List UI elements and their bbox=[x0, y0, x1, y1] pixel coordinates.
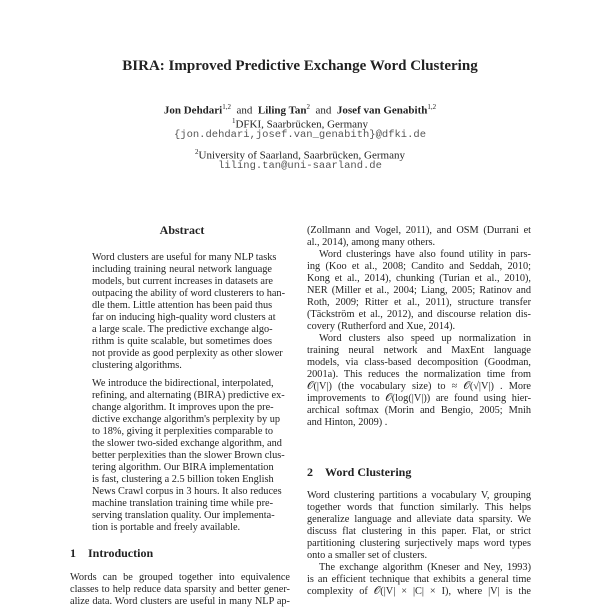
text-line: tion is portable and freely available. bbox=[92, 522, 241, 533]
text-line: clustering algorithms. bbox=[92, 360, 182, 371]
section-title: Word Clustering bbox=[325, 465, 412, 479]
author-name: Jon Dehdari bbox=[163, 104, 223, 117]
text-line: dictive exchange algorithm's perplexity by up bbox=[92, 414, 281, 425]
and-text: and bbox=[236, 104, 253, 117]
text-line: The exchange algorithm (Kneser and Ney, 1993) bbox=[319, 562, 531, 573]
text-line: including training neural network language bbox=[92, 264, 272, 275]
and-text: and bbox=[315, 104, 332, 117]
text-line: al., 2014), among many others. bbox=[307, 237, 436, 248]
text-line: models, but current increases in datasets are bbox=[92, 276, 273, 287]
text-line: machine translation training time while pre- bbox=[92, 498, 273, 509]
affil-mark: 2 bbox=[195, 148, 199, 156]
section-number: 1 bbox=[70, 546, 76, 560]
text-line: News Crawl corpus in 3 hours. It also reduces bbox=[92, 486, 282, 497]
text-line: serving translation quality. Our implementa- bbox=[92, 510, 275, 521]
text-line: dle them. Little attention has been paid thus bbox=[92, 300, 273, 311]
text-line: to 18%, giving it perplexities comparable to bbox=[92, 426, 274, 437]
text-line: discuss flat clustering in this paper. Flat, or strict bbox=[307, 526, 531, 537]
abstract-body bbox=[92, 252, 286, 534]
text-line: is fast, clustering a 2.5 billion token English bbox=[92, 474, 274, 485]
text-line: complexity of 𝒪(|V| × |C| × I), where |V| is the bbox=[307, 586, 531, 597]
abstract-heading: Abstract bbox=[159, 223, 205, 237]
affiliation-2-email: liling.tan@uni-saarland.de bbox=[218, 160, 382, 172]
author-affil: 1,2 bbox=[427, 103, 437, 111]
text-line: Roth, 2009; Ritter et al., 2011), structure transfer bbox=[307, 297, 531, 308]
text-line: improvements to 𝒪(log(|V|)) are found using hier- bbox=[307, 393, 531, 404]
text-line: 2001a). This reduces the normalization time from bbox=[307, 369, 531, 380]
text-line: Word clusters also speed up normalization in bbox=[319, 333, 531, 344]
text-line: onto a smaller set of clusters. bbox=[307, 550, 428, 561]
text-line: rithm is quite scalable, but sometimes does bbox=[92, 336, 272, 347]
text-line: classes to help reduce data sparsity and better gener- bbox=[70, 584, 290, 595]
section-1-heading bbox=[70, 546, 153, 561]
text-line: refining, and alternating (BIRA) predictive ex- bbox=[92, 390, 285, 401]
text-line: partitioning clustering surjectively maps word types bbox=[307, 538, 531, 549]
text-line: tering algorithm. Our BIRA implementation bbox=[92, 462, 274, 473]
text-line: Word clusterings have also found utility in pars- bbox=[319, 249, 531, 260]
text-line: Words can be grouped together into equivalence bbox=[70, 572, 290, 583]
text-line: models, via class-based decomposition (Goodman, bbox=[307, 357, 531, 368]
text-line: (Zollmann and Vogel, 2011), and OSM (Durrani et bbox=[307, 225, 531, 236]
paper-title: BIRA: Improved Predictive Exchange Word Clustering bbox=[122, 58, 478, 74]
section-2-heading bbox=[307, 465, 411, 480]
text-line: not provide as good perplexity as other slower bbox=[92, 348, 283, 359]
text-line: Word clusters are useful for many NLP tasks bbox=[92, 252, 277, 263]
affil-name: DFKI, Saarbrücken, Germany bbox=[235, 118, 369, 131]
affiliation-1-email: {jon.dehdari,josef.van_genabith}@dfki.de bbox=[173, 129, 427, 141]
text-line: alize data. Word clusters are useful in many NLP ap- bbox=[70, 596, 290, 607]
text-line: better perplexities than the slower Brown clus- bbox=[92, 450, 285, 461]
text-line: NER (Miller et al., 2004; Liang, 2005; Ratinov and bbox=[307, 285, 531, 296]
text-line: outpacing the ability of word clusterers to han- bbox=[92, 288, 286, 299]
text-line: is an efficient technique that exhibits a general time bbox=[307, 574, 531, 585]
section-2-body bbox=[307, 490, 531, 598]
author-name: Liling Tan bbox=[257, 104, 307, 117]
text-line: We introduce the bidirectional, interpolated, bbox=[92, 378, 274, 389]
text-line: Kong et al., 2014), chunking (Turian et al., 2010), bbox=[307, 273, 531, 284]
author-affil: 1,2 bbox=[222, 103, 231, 111]
affil-name: University of Saarland, Saarbrücken, Germany bbox=[198, 149, 405, 162]
text-line: ing (Koo et al., 2008; Candito and Seddah, 2010; bbox=[307, 261, 531, 272]
text-line: Word clustering partitions a vocabulary V, grouping bbox=[307, 490, 531, 501]
section-title: Introduction bbox=[88, 546, 154, 560]
text-line: change algorithm. It improves upon the pre- bbox=[92, 402, 274, 413]
text-line: a large scale. The predictive exchange algo- bbox=[92, 324, 273, 335]
right-column-body bbox=[307, 225, 531, 429]
author-affil: 2 bbox=[306, 103, 311, 111]
text-line: and Hinton, 2009) . bbox=[307, 417, 388, 428]
text-line: archical softmax (Morin and Bengio, 2005; Mnih bbox=[307, 405, 531, 416]
text-line: the slower two-sided exchange algorithm, and bbox=[92, 438, 282, 449]
text-line: far on inducing high-quality word clusters at bbox=[92, 312, 276, 323]
section-number: 2 bbox=[307, 465, 313, 479]
text-line: training neural network and MaxEnt language bbox=[307, 345, 531, 356]
text-line: (Täckström et al., 2012), and discourse relation dis- bbox=[307, 309, 531, 320]
text-line: covery (Rutherford and Xue, 2014). bbox=[307, 321, 456, 332]
text-line: 𝒪(|V|) (the vocabulary size) to ≈ 𝒪(√|V|) . More bbox=[307, 381, 531, 392]
text-line: generalize language and alleviate data sparsity. We bbox=[307, 514, 531, 525]
section-1-body bbox=[70, 572, 290, 608]
affil-mark: 1 bbox=[231, 117, 236, 125]
text-line: together words that function similarly. This helps bbox=[307, 502, 531, 513]
author-name: Josef van Genabith bbox=[336, 104, 428, 117]
